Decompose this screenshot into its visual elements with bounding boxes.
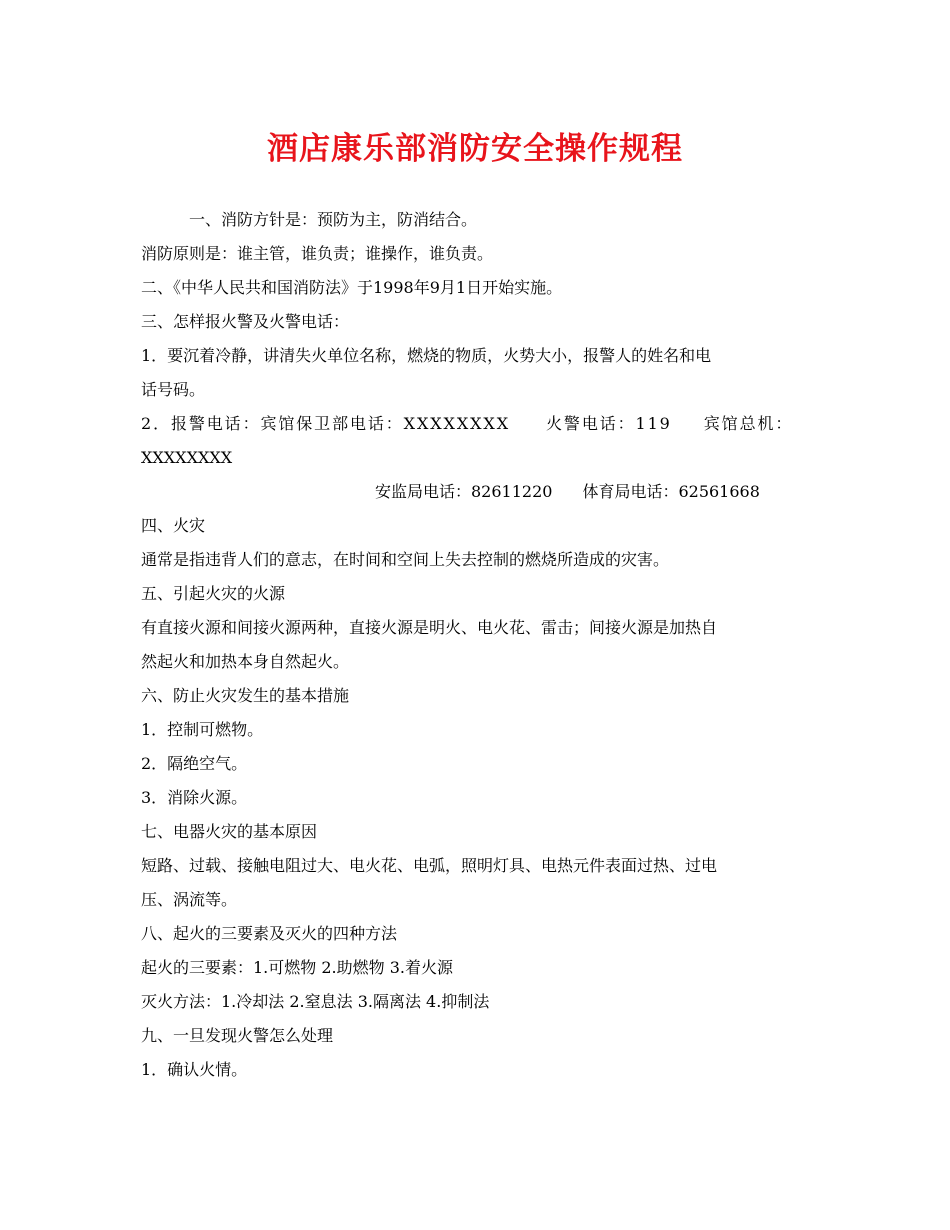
heading-fire-elements: 八、起火的三要素及灭火的四种方法 [141, 924, 398, 943]
paragraph-extinguish-methods: 灭火方法：1.冷却法 2.窒息法 3.隔离法 4.抑制法 [141, 992, 490, 1011]
paragraph-fire-sources-cont: 然起火和加热本身自然起火。 [141, 652, 350, 671]
paragraph-report-step-1-cont: 话号码。 [141, 380, 206, 399]
heading-fire: 四、火灾 [141, 516, 206, 535]
sports-bureau-phone: 体育局电话：62561668 [582, 482, 760, 501]
list-item-response-1: 1．确认火情。 [141, 1060, 248, 1079]
security-dept-phone: 2．报警电话：宾馆保卫部电话：XXXXXXXX [141, 414, 511, 433]
heading-prevention-measures: 六、防止火灾发生的基本措施 [141, 686, 350, 705]
paragraph-fire-sources: 有直接火源和间接火源两种，直接火源是明火、电火花、雷击；间接火源是加热自 [141, 618, 718, 637]
hotel-switchboard-label: 宾馆总机： [703, 414, 794, 433]
paragraph-fire-definition: 通常是指违背人们的意志，在时间和空间上失去控制的燃烧所造成的灾害。 [141, 550, 670, 569]
paragraph-electrical-causes: 短路、过载、接触电阻过大、电火花、电弧，照明灯具、电热元件表面过热、过电 [141, 856, 718, 875]
paragraph-fire-policy: 一、消防方针是：预防为主，防消结合。 [189, 210, 478, 229]
list-item-measure-1: 1．控制可燃物。 [141, 720, 264, 739]
heading-report-alarm: 三、怎样报火警及火警电话： [141, 312, 350, 331]
list-item-measure-3: 3．消除火源。 [141, 788, 248, 807]
safety-bureau-phone: 安监局电话：82611220 [375, 482, 553, 501]
paragraph-fire-principle: 消防原则是：谁主管，谁负责；谁操作，谁负责。 [141, 244, 494, 263]
heading-electrical-fire-causes: 七、电器火灾的基本原因 [141, 822, 318, 841]
hotel-switchboard-number: XXXXXXXX [141, 448, 233, 467]
paragraph-three-elements: 起火的三要素：1.可燃物 2.助燃物 3.着火源 [141, 958, 453, 977]
paragraph-report-step-1: 1．要沉着冷静，讲清失火单位名称，燃烧的物质，火势大小，报警人的姓名和电 [141, 346, 712, 365]
paragraph-fire-law: 二、《中华人民共和国消防法》于1998年9月1日开始实施。 [141, 278, 563, 297]
heading-fire-response: 九、一旦发现火警怎么处理 [141, 1026, 334, 1045]
paragraph-electrical-causes-cont: 压、涡流等。 [141, 890, 238, 909]
heading-fire-sources: 五、引起火灾的火源 [141, 584, 286, 603]
document-body [141, 203, 821, 1087]
paragraph-phone-numbers [141, 407, 821, 441]
list-item-measure-2: 2．隔绝空气。 [141, 754, 248, 773]
paragraph-other-phones [141, 475, 821, 509]
document-title: 酒店康乐部消防安全操作规程 [267, 131, 683, 167]
fire-alarm-phone: 火警电话：119 [546, 414, 672, 433]
